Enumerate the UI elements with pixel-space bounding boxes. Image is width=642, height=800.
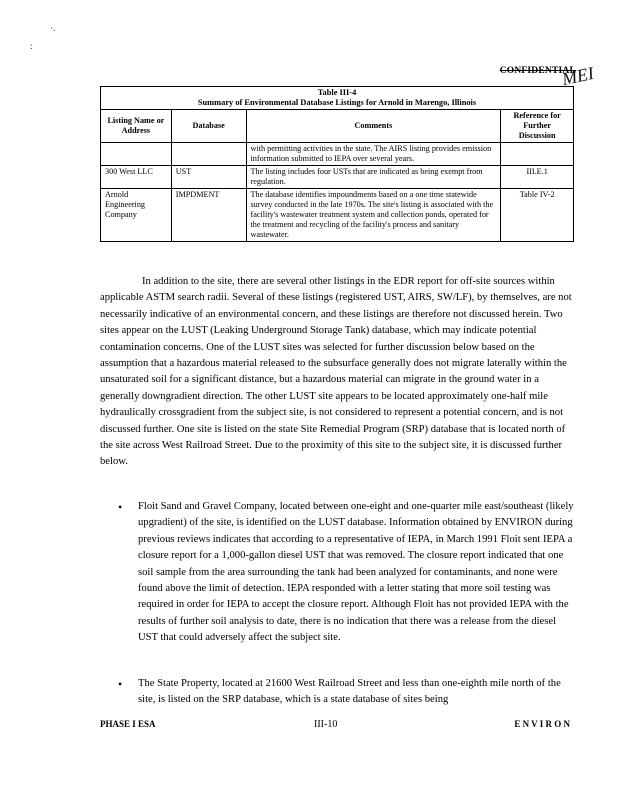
scan-speck: : — [30, 41, 33, 51]
bullet-icon: • — [118, 677, 123, 691]
summary-table — [100, 86, 574, 242]
table-row — [101, 189, 574, 242]
reference-cell: Table IV-2 — [501, 189, 574, 242]
confidential-stamp: CONFIDENTIAL — [499, 66, 576, 76]
column-header: Database — [171, 110, 246, 143]
scan-speck: ·. — [50, 23, 56, 33]
reference-cell: III.E.1 — [501, 166, 574, 189]
footer-left: PHASE I ESA — [100, 719, 156, 729]
table-row — [101, 166, 574, 189]
bullet-item — [118, 676, 578, 709]
body-paragraph — [100, 274, 580, 471]
table-title: Table III-4 — [317, 88, 357, 97]
comments-cell: with permitting activities in the state. The AIRS listing provides emission information submitted to IEPA over several years. — [246, 143, 501, 166]
table-header-row — [101, 110, 574, 143]
table-caption — [101, 87, 574, 110]
column-header: Listing Name or Address — [101, 110, 172, 143]
table-caption-row — [101, 87, 574, 110]
bullet-item — [118, 499, 578, 647]
comments-cell: The listing includes four USTs that are indicated as being exempt from regulation. — [246, 166, 501, 189]
bullet-text: Floit Sand and Gravel Company, located between one-eight and one-quarter mile east/southeast (likely upgradient) of the site, is identified on the LUST database. Information obtained by ENVIRON during previous reviews indicates that according to a representative of IEPA, in March 1991 Floit sent IEPA a closure report for a 1,000-gallon diesel UST that was removed. The closure report indicated that one soil sample from the area surrounding the tank had been analyzed for contaminants, and none were found above the limit of detection. IEPA responded with a letter stating that more soil testing was required in order for IEPA to accept the closure report. Although Floit has not provided IEPA with the results of further soil analysis to date, there is no indication that there was a release from the diesel UST that could adversely affect the subject site. — [138, 501, 574, 644]
listing-name-cell: 300 West LLC — [101, 166, 172, 189]
table-row — [101, 143, 574, 166]
database-cell: IMPDMENT — [171, 189, 246, 242]
handwritten-initials: MEI — [560, 62, 596, 90]
paragraph-text: In addition to the site, there are several other listings in the EDR report for off-site sources within applicable ASTM search radii. Several of these listings (registered UST, AIRS, SW/LF), by themselves, are not necessarily indicative of an environmental concern, and these listings are therefore not discussed herein. Two sites appear on the LUST (Leaking Underground Storage Tank) database, which may indicate potential contamination concerns. One of the LUST sites was selected for further discussion below based on the assumption that a hazardous material released to the subsurface generally does not migrate laterally within the unsaturated soil for a significant distance, but a hazardous material can migrate in the ground water in a generally downgradient direction. The other LUST site appears to be located approximately one-half mile hydraulically crossgradient from the subject site, is not considered to represent a potential concern, and is not discussed further. One site is listed on the state Site Remedial Program (SRP) database that is located north of the site across West Railroad Street. Due to the proximity of this site to the subject site, it is discussed further below. — [100, 276, 572, 468]
column-header: Reference for Further Discussion — [501, 110, 574, 143]
bullet-icon: • — [118, 500, 123, 514]
listing-name-cell: Arnold Engineering Company — [101, 189, 172, 242]
database-cell — [171, 143, 246, 166]
database-cell: UST — [171, 166, 246, 189]
column-header: Comments — [246, 110, 501, 143]
listing-name-cell — [101, 143, 172, 166]
bullet-text: The State Property, located at 21600 West Railroad Street and less than one-eighth mile north of the site, is listed on the SRP database, which is a state database of sites being — [138, 678, 561, 706]
comments-cell: The database identifies impoundments based on a one time statewide survey conducted in the late 1970s. The site's listing is associated with the facility's wastewater treatment system and collection ponds, operated for the treatment and recycling of the facility's process and sanitary wastewater. — [246, 189, 501, 242]
footer-brand: E N V I R O N — [514, 719, 570, 729]
reference-cell — [501, 143, 574, 166]
page-number: III-10 — [314, 719, 338, 730]
table-subtitle: Summary of Environmental Database Listings for Arnold in Marengo, Illinois — [197, 98, 477, 107]
